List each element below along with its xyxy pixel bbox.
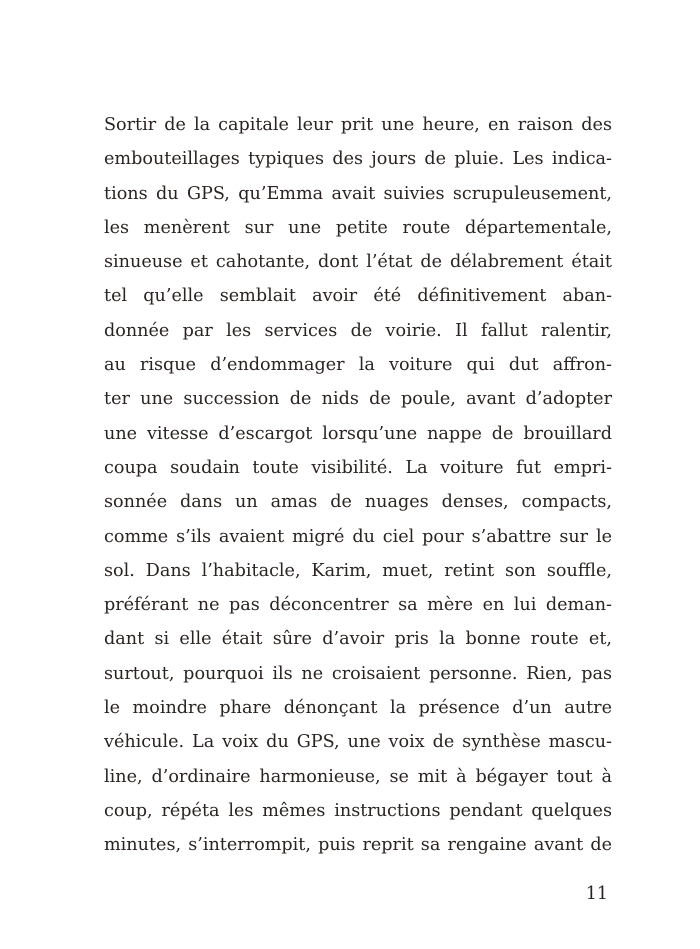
- text-line: le moindre phare dénonçant la présence d’un autre: [104, 698, 612, 719]
- text-line: comme s’ils avaient migré du ciel pour s’abattre sur le: [104, 526, 612, 547]
- text-line: surtout, pourquoi ils ne croisaient personne. Rien, pas: [104, 663, 612, 684]
- text-line: sinueuse et cahotante, dont l’état de délabrement était: [104, 252, 612, 273]
- text-line: Sortir de la capitale leur prit une heure, en raison des: [104, 115, 612, 135]
- text-line: donnée par les services de voirie. Il fallut ralentir,: [104, 320, 612, 341]
- text-line: coup, répéta les mêmes instructions pendant quelques: [104, 800, 612, 821]
- text-line: line, d’ordinaire harmonieuse, se mit à bégayer tout à: [104, 766, 612, 787]
- text-line: les menèrent sur une petite route départementale,: [104, 217, 612, 238]
- text-line: sol. Dans l’habitacle, Karim, muet, retint son souffle,: [104, 560, 612, 581]
- text-line: au risque d’endommager la voiture qui dut affron-: [104, 355, 612, 376]
- text-line: embouteillages typiques des jours de pluie. Les indica-: [104, 149, 612, 170]
- page-number: 11: [585, 884, 608, 904]
- text-line: tions du GPS, qu’Emma avait suivies scrupuleusement,: [104, 183, 612, 204]
- text-line: préférant ne pas déconcentrer sa mère en lui deman-: [104, 595, 612, 616]
- text-line: minutes, s’interrompit, puis reprit sa rengaine avant de: [104, 835, 612, 856]
- text-line: tel qu’elle semblait avoir été définitivement aban-: [104, 286, 612, 307]
- text-line: véhicule. La voix du GPS, une voix de synthèse mascu-: [104, 732, 612, 753]
- text-line: dant si elle était sûre d’avoir pris la bonne route et,: [104, 629, 612, 650]
- text-line: une vitesse d’escargot lorsqu’une nappe de brouillard: [104, 423, 612, 444]
- text-line: ter une succession de nids de poule, avant d’adopter: [104, 389, 612, 410]
- text-line: coupa soudain toute visibilité. La voiture fut empri-: [104, 457, 612, 478]
- body-text: [104, 108, 612, 863]
- text-line: sonnée dans un amas de nuages denses, compacts,: [104, 492, 612, 513]
